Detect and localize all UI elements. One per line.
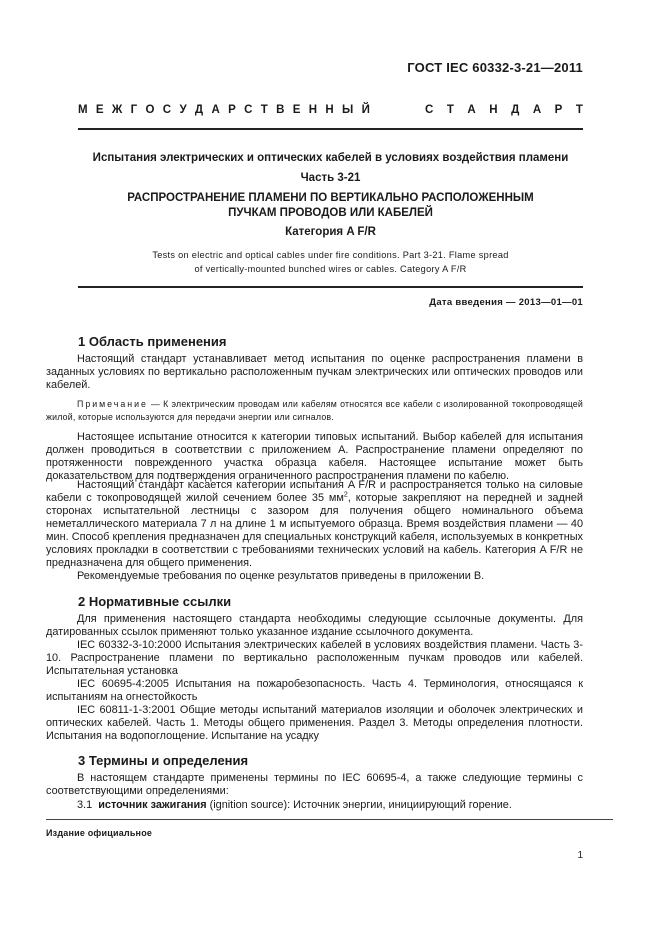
title-part: Часть 3-21 bbox=[300, 172, 361, 184]
section-1-note bbox=[46, 398, 583, 423]
heading-letter: Т bbox=[446, 104, 454, 116]
section-1-paragraph-3 bbox=[46, 479, 583, 570]
heading-letter: Т bbox=[575, 104, 583, 116]
heading-letter: Ы bbox=[342, 104, 354, 116]
paragraph-3-part-b: , которые закрепляют на передней и задней сторонах испытательной лестницы с зазором для получения общего номинального объема неметаллического материала 7 л на длине 1 м испытуемого образца. Время воздействия пламени — 40 мин. Способ крепления предназначен для специальных конструкций кабеля, используемых в конкретных условиях прокладки в соответствии с требованиями технических условий на кабель. Категория A F/R не предназначена для общего применения. bbox=[46, 492, 584, 569]
official-edition-note: Издание официальное bbox=[46, 828, 153, 838]
note-label: Примечание bbox=[77, 399, 148, 409]
heading-word-interstate bbox=[78, 104, 370, 116]
heading-letter: С bbox=[244, 104, 253, 116]
title-general: Испытания электрических и оптических кабелей в условиях воздействия пламени bbox=[92, 152, 569, 164]
reference-iec-60332-3-10: IEC 60332-3-10:2000 Испытания электрических кабелей в условиях воздействия пламени. Часть 3-10. Распространение пламени по вертикально расположенным пучкам проводов или кабелей. Испытательная установка bbox=[46, 639, 583, 677]
interstate-standard-heading bbox=[78, 104, 583, 116]
term-number: 3.1 bbox=[77, 799, 93, 811]
heading-letter: С bbox=[425, 104, 434, 116]
heading-letter: А bbox=[211, 104, 220, 116]
title-english-line1: Tests on electric and optical cables under fire conditions. Part 3-21. Flame spread bbox=[152, 250, 509, 260]
heading-letter: У bbox=[179, 104, 187, 116]
term-name: источник зажигания bbox=[98, 799, 207, 811]
heading-letter: Н bbox=[489, 104, 498, 116]
heading-letter: О bbox=[145, 104, 155, 116]
paragraph-3-part-a: Настоящий стандарт касается категории испытания A F/R и распространяется только на силовые кабели с токопроводящей жилой сечением более 35 мм bbox=[46, 479, 583, 504]
note-text: — К электрическим проводам или кабелям относятся все кабели с изолированной токопроводящей жилой, которые используются для передачи энергии или сигналов. bbox=[46, 399, 583, 422]
heading-letter: М bbox=[78, 104, 88, 116]
heading-letter: Г bbox=[130, 104, 138, 116]
heading-letter: Н bbox=[308, 104, 318, 116]
superscript-2: 2 bbox=[343, 491, 348, 499]
heading-letter: В bbox=[276, 104, 285, 116]
reference-iec-60695-4: IEC 60695-4:2005 Испытания на пожаробезопасность. Часть 4. Терминология, относящаяся к испытаниям на огнестойкость bbox=[46, 678, 583, 703]
heading-letter: Н bbox=[325, 104, 334, 116]
section-3-paragraph-1: В настоящем стандарте применены термины по IEC 60695-4, а также следующие термины с соответствующими определениями: bbox=[46, 772, 583, 797]
heading-letter: Ж bbox=[111, 104, 123, 116]
heading-letter: Р bbox=[554, 104, 563, 116]
heading-letter: Д bbox=[511, 104, 520, 116]
title-main-line1: РАСПРОСТРАНЕНИЕ ПЛАМЕНИ ПО ВЕРТИКАЛЬНО РАСПОЛОЖЕННЫМ bbox=[127, 192, 534, 204]
section-1-paragraph-1: Настоящий стандарт устанавливает метод испытания по оценке распространения пламени в заданных условиях по вертикально расположенным пучкам электрических или оптических проводов или кабелей. bbox=[46, 353, 583, 391]
heading-letter: Т bbox=[260, 104, 268, 116]
term-3-1 bbox=[46, 799, 583, 812]
term-definition: (ignition source): Источник энергии, инициирующий горение. bbox=[206, 799, 512, 811]
section-3-heading: 3 Термины и определения bbox=[78, 753, 249, 768]
title-main-line2: ПУЧКАМ ПРОВОДОВ ИЛИ КАБЕЛЕЙ bbox=[228, 207, 433, 219]
heading-letter: Й bbox=[361, 104, 370, 116]
reference-iec-60811-1-3: IEC 60811-1-3:2001 Общие методы испытаний материалов изоляции и оболочек электрических и оптических кабелей. Часть 1. Методы общего применения. Раздел 3. Методы определения плотности. Испытания на водопоглощение. Испытание на усадку bbox=[46, 704, 583, 742]
heading-letter: А bbox=[467, 104, 476, 116]
header-rule bbox=[78, 128, 583, 130]
title-rule bbox=[78, 286, 583, 288]
heading-letter: С bbox=[162, 104, 172, 116]
heading-letter: Д bbox=[194, 104, 204, 116]
section-2-paragraph-1: Для применения настоящего стандарта необходимы следующие ссылочные документы. Для датированных ссылок применяют только указанное издание ссылочного документа. bbox=[46, 613, 583, 638]
heading-word-standard bbox=[425, 104, 583, 116]
section-1-paragraph-4: Рекомендуемые требования по оценке результатов приведены в приложении В. bbox=[77, 570, 485, 582]
section-1-paragraph-2: Настоящее испытание относится к категории типовых испытаний. Выбор кабелей для испытания должен проводиться в соответствии с приложением А. Распространение пламени определяют по протяженности поврежденного участка образца кабеля. Настоящее испытание может быть доказательством для подтверждения ограниченного распространения пламени по кабелю. bbox=[46, 431, 583, 482]
section-2-heading: 2 Нормативные ссылки bbox=[78, 594, 232, 609]
page-number: 1 bbox=[577, 850, 583, 861]
title-category: Категория A F/R bbox=[285, 226, 376, 238]
title-english-line2: of vertically-mounted bunched wires or cables. Category A F/R bbox=[194, 264, 467, 274]
heading-letter: А bbox=[532, 104, 542, 116]
introduction-date: Дата введения — 2013—01—01 bbox=[429, 297, 583, 308]
heading-letter: Е bbox=[95, 104, 104, 116]
section-1-heading: 1 Область применения bbox=[78, 334, 227, 349]
heading-letter: Е bbox=[292, 104, 301, 116]
footer-rule bbox=[46, 819, 613, 820]
heading-letter: Р bbox=[228, 104, 236, 116]
document-code: ГОСТ IEC 60332-3-21—2011 bbox=[407, 60, 583, 75]
